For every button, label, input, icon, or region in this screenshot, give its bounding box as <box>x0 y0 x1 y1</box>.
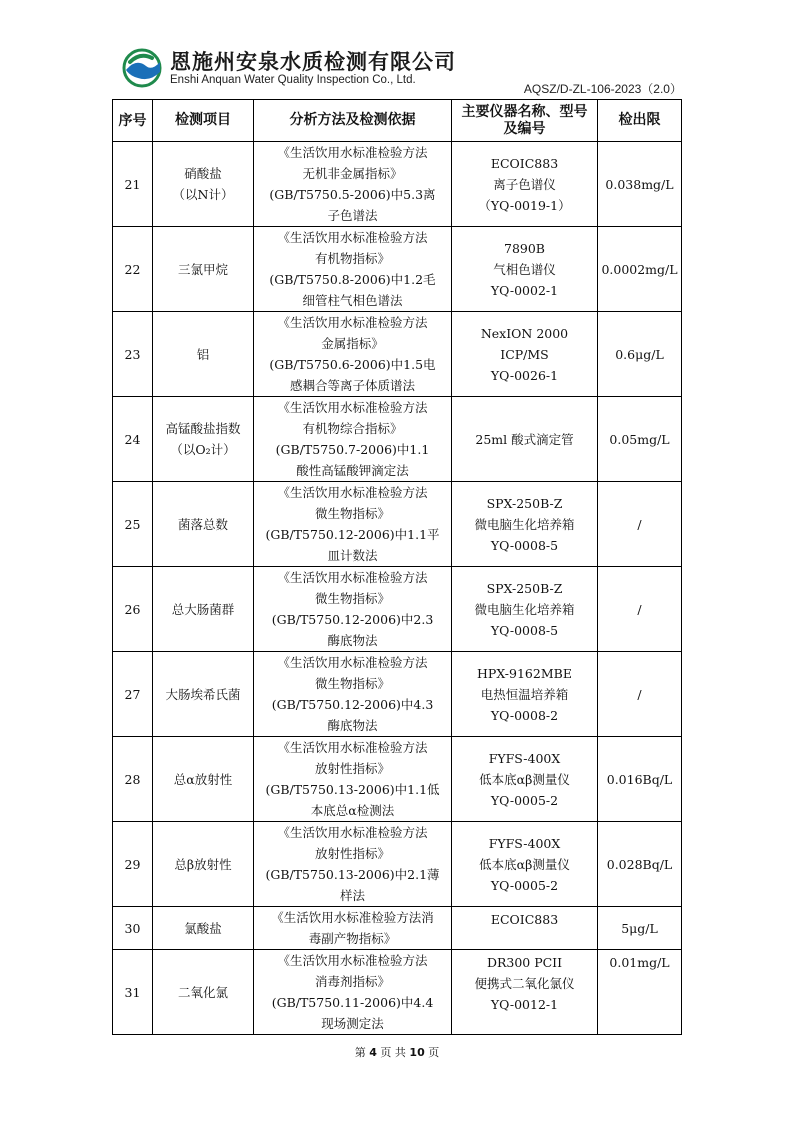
cell-no: 28 <box>113 737 153 822</box>
cell-line: (GB/T5750.6-2006)中1.5电 <box>269 357 436 372</box>
cell-line: 放射性指标》 <box>314 761 390 776</box>
cell-method <box>254 822 452 907</box>
cell-instrument <box>452 652 598 737</box>
company-logo-icon <box>122 48 162 88</box>
cell-line: 低本底αβ测量仪 <box>479 771 570 787</box>
cell-line: (GB/T5750.13-2006)中1.1低 <box>265 782 440 797</box>
cell-line: 微生物指标》 <box>314 506 390 521</box>
cell-line: 微生物指标》 <box>314 591 390 606</box>
cell-method <box>254 737 452 822</box>
cell-instrument <box>452 737 598 822</box>
cell-line: 放射性指标》 <box>314 846 390 861</box>
cell-item <box>153 567 254 652</box>
cell-line: (GB/T5750.7-2006)中1.1 <box>275 442 430 457</box>
cell-method <box>254 567 452 652</box>
cell-line: 子色谱法 <box>327 208 378 223</box>
cell-line: 毒副产物指标》 <box>308 931 397 946</box>
cell-line: 电热恒温培养箱 <box>480 686 569 702</box>
cell-instrument <box>452 142 598 227</box>
cell-line: (GB/T5750.13-2006)中2.1薄 <box>265 867 440 882</box>
cell-line: 《生活饮用水标准检验方法 <box>277 230 428 245</box>
cell-line: 《生活饮用水标准检验方法 <box>277 400 428 415</box>
header-no: 序号 <box>113 100 153 142</box>
cell-line: 皿计数法 <box>327 548 378 563</box>
footer-page-number: 4 <box>369 1046 377 1059</box>
cell-limit: 0.028Bq/L <box>598 822 682 907</box>
cell-line: 总大肠菌群 <box>171 601 235 617</box>
cell-line: ECOIC883 <box>490 912 559 927</box>
cell-no: 24 <box>113 397 153 482</box>
cell-line: (GB/T5750.8-2006)中1.2毛 <box>269 272 436 287</box>
inspection-methods-table <box>112 99 682 1035</box>
cell-line: 总α放射性 <box>173 771 233 787</box>
header-item: 检测项目 <box>153 100 254 142</box>
cell-line: 《生活饮用水标准检验方法 <box>277 145 428 160</box>
cell-line: ECOIC883 <box>490 155 559 171</box>
header-method: 分析方法及检测依据 <box>254 100 452 142</box>
cell-limit: 0.016Bq/L <box>598 737 682 822</box>
cell-limit: 5μg/L <box>598 907 682 950</box>
cell-instrument <box>452 567 598 652</box>
cell-line: 铝 <box>196 346 210 362</box>
cell-line: DR300 PCII <box>486 955 563 970</box>
cell-line: 有机物指标》 <box>314 251 390 266</box>
cell-line: （以O₂计） <box>170 442 236 457</box>
cell-line: 酶底物法 <box>327 633 378 648</box>
cell-line: 《生活饮用水标准检验方法 <box>277 953 428 968</box>
cell-line: 硝酸盐 <box>184 166 222 181</box>
cell-line: 《生活饮用水标准检验方法 <box>277 570 428 585</box>
footer-total-pages: 10 <box>409 1046 425 1059</box>
document-code: AQSZ/D-ZL-106-2023（2.0） <box>523 82 682 96</box>
cell-line: 酶底物法 <box>327 718 378 733</box>
cell-limit: 0.0002mg/L <box>598 227 682 312</box>
page-header <box>122 44 682 100</box>
cell-line: 二氧化氯 <box>177 984 228 1000</box>
cell-limit: / <box>598 567 682 652</box>
cell-line: 《生活饮用水标准检验方法 <box>277 655 428 670</box>
table-row <box>113 652 682 737</box>
cell-line: 消毒剂指标》 <box>314 974 390 989</box>
cell-line: YQ-0002-1 <box>490 282 559 298</box>
cell-instrument <box>452 907 598 950</box>
cell-line: 无机非金属指标》 <box>302 166 403 181</box>
cell-line: 金属指标》 <box>321 336 384 351</box>
cell-instrument <box>452 312 598 397</box>
cell-line: SPX-250B-Z <box>486 580 563 596</box>
table-header-row <box>113 100 682 142</box>
header-instrument: 主要仪器名称、型号及编号 <box>452 100 598 142</box>
cell-line: 细管柱气相色谱法 <box>302 293 403 308</box>
cell-item <box>153 397 254 482</box>
cell-no: 29 <box>113 822 153 907</box>
cell-line: SPX-250B-Z <box>486 495 563 511</box>
cell-line: 微电脑生化培养箱 <box>474 601 575 617</box>
cell-line: (GB/T5750.11-2006)中4.4 <box>271 995 434 1010</box>
cell-item <box>153 950 254 1035</box>
cell-line: 样法 <box>339 888 365 903</box>
cell-item <box>153 227 254 312</box>
cell-method <box>254 312 452 397</box>
cell-limit: 0.05mg/L <box>598 397 682 482</box>
cell-item <box>153 482 254 567</box>
cell-line: 7890B <box>504 240 545 256</box>
table-row <box>113 567 682 652</box>
cell-limit: / <box>598 482 682 567</box>
cell-item <box>153 737 254 822</box>
cell-line: YQ-0005-2 <box>490 877 559 893</box>
cell-line: ICP/MS <box>500 346 549 362</box>
cell-line: YQ-0008-5 <box>490 622 559 638</box>
table-body <box>113 142 682 1035</box>
cell-method <box>254 142 452 227</box>
table-row <box>113 737 682 822</box>
cell-instrument <box>452 482 598 567</box>
cell-line: (GB/T5750.12-2006)中2.3 <box>271 612 434 627</box>
cell-method <box>254 950 452 1035</box>
cell-item <box>153 652 254 737</box>
cell-item <box>153 822 254 907</box>
cell-no: 27 <box>113 652 153 737</box>
cell-line: 大肠埃希氏菌 <box>165 686 241 702</box>
cell-line: 酸性高锰酸钾滴定法 <box>296 463 409 478</box>
cell-line: 25ml 酸式滴定管 <box>475 431 574 447</box>
cell-line: 三氯甲烷 <box>177 261 228 277</box>
cell-instrument <box>452 822 598 907</box>
cell-no: 26 <box>113 567 153 652</box>
cell-limit: 0.6μg/L <box>598 312 682 397</box>
cell-limit: 0.038mg/L <box>598 142 682 227</box>
cell-line: 菌落总数 <box>177 516 228 532</box>
table-row <box>113 907 682 950</box>
company-name-cn: 恩施州安泉水质检测有限公司 <box>170 50 456 74</box>
cell-line: （YQ-0019-1） <box>478 197 571 213</box>
cell-line: 离子色谱仪 <box>493 176 556 192</box>
cell-line: 《生活饮用水标准检验方法消 <box>271 910 434 925</box>
footer-middle: 页 共 <box>380 1046 406 1059</box>
cell-instrument <box>452 950 598 1035</box>
cell-line: YQ-0008-5 <box>490 537 559 553</box>
footer-suffix: 页 <box>428 1046 440 1059</box>
cell-line: 微生物指标》 <box>314 676 390 691</box>
cell-line: 现场测定法 <box>321 1016 384 1031</box>
cell-line: YQ-0026-1 <box>490 367 559 383</box>
cell-no: 21 <box>113 142 153 227</box>
cell-method <box>254 482 452 567</box>
cell-method <box>254 227 452 312</box>
cell-line: 《生活饮用水标准检验方法 <box>277 825 428 840</box>
footer-prefix: 第 <box>354 1046 366 1059</box>
cell-line: 感耦合等离子体质谱法 <box>289 378 415 393</box>
cell-line: 有机物综合指标》 <box>302 421 403 436</box>
cell-no: 22 <box>113 227 153 312</box>
company-name-en: Enshi Anquan Water Quality Inspection Co., Ltd. <box>170 74 416 86</box>
cell-no: 25 <box>113 482 153 567</box>
cell-limit: / <box>598 652 682 737</box>
header-limit: 检出限 <box>598 100 682 142</box>
cell-method <box>254 907 452 950</box>
cell-line: 总β放射性 <box>174 856 232 872</box>
table-row <box>113 950 682 1035</box>
cell-line: YQ-0012-1 <box>490 997 559 1012</box>
cell-item <box>153 142 254 227</box>
cell-line: HPX-9162MBE <box>477 665 572 681</box>
cell-line: 本底总α检测法 <box>310 803 395 818</box>
cell-line: 气相色谱仪 <box>493 261 556 277</box>
cell-method <box>254 652 452 737</box>
cell-line: 便携式二氧化氯仪 <box>474 976 575 991</box>
cell-line: YQ-0005-2 <box>490 792 559 808</box>
cell-line: (GB/T5750.5-2006)中5.3离 <box>269 187 436 202</box>
table-row <box>113 312 682 397</box>
cell-line: （以N计） <box>172 187 234 202</box>
cell-line: 《生活饮用水标准检验方法 <box>277 315 428 330</box>
page-footer <box>0 1044 794 1060</box>
cell-no: 31 <box>113 950 153 1035</box>
cell-line: 高锰酸盐指数 <box>165 421 241 436</box>
table-row <box>113 822 682 907</box>
cell-line: (GB/T5750.12-2006)中4.3 <box>271 697 434 712</box>
cell-line: FYFS-400X <box>488 835 561 851</box>
cell-limit: 0.01mg/L <box>598 950 682 1035</box>
cell-method <box>254 397 452 482</box>
cell-line: 《生活饮用水标准检验方法 <box>277 740 428 755</box>
table-row <box>113 397 682 482</box>
table-row <box>113 142 682 227</box>
cell-instrument <box>452 227 598 312</box>
cell-line: (GB/T5750.12-2006)中1.1平 <box>265 527 440 542</box>
cell-no: 30 <box>113 907 153 950</box>
table-row <box>113 227 682 312</box>
cell-instrument <box>452 397 598 482</box>
cell-line: NexION 2000 <box>480 325 569 341</box>
cell-line: 《生活饮用水标准检验方法 <box>277 485 428 500</box>
table-row <box>113 482 682 567</box>
cell-line: FYFS-400X <box>488 750 561 766</box>
cell-line: 微电脑生化培养箱 <box>474 516 575 532</box>
cell-line: YQ-0008-2 <box>490 707 559 723</box>
cell-no: 23 <box>113 312 153 397</box>
cell-item <box>153 312 254 397</box>
cell-line: 低本底αβ测量仪 <box>479 856 570 872</box>
cell-item <box>153 907 254 950</box>
cell-line: 氯酸盐 <box>184 920 222 936</box>
